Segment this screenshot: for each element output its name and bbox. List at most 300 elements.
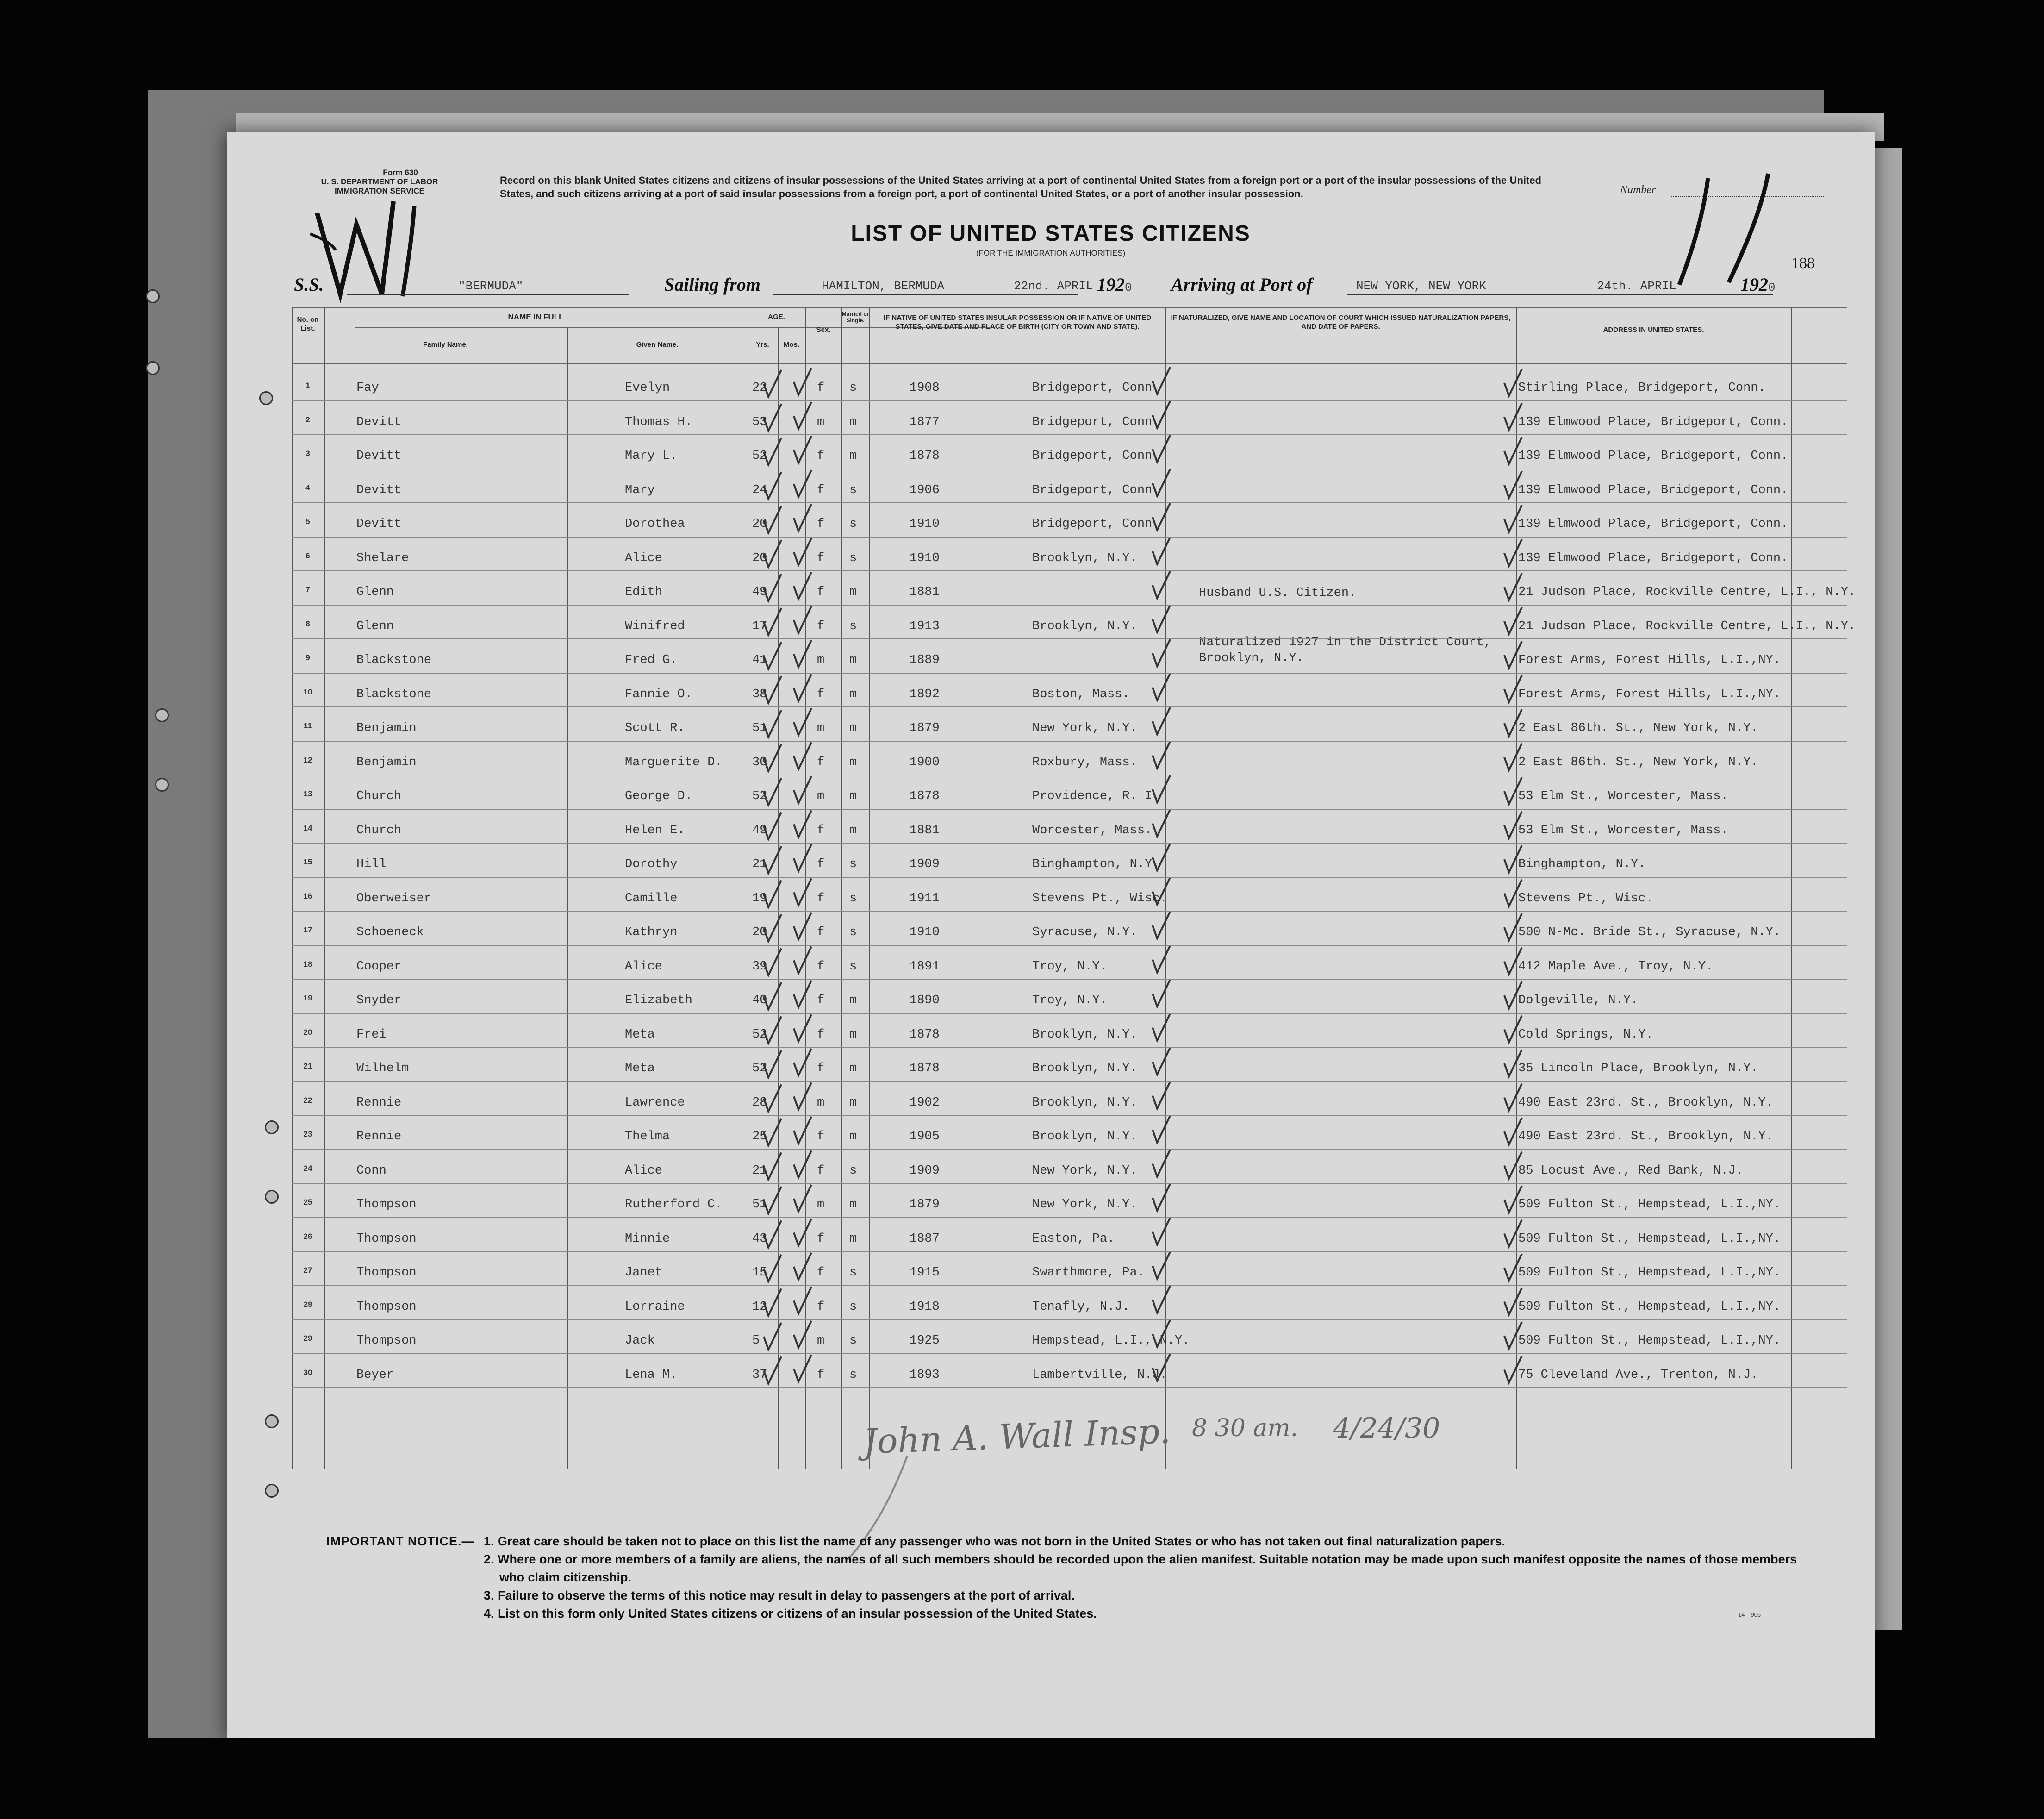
row-rule [292, 673, 1847, 674]
check-mark [764, 642, 781, 669]
cell-given: Janet [625, 1266, 663, 1280]
check-mark [1153, 1286, 1170, 1313]
cell-ms: s [849, 1300, 857, 1314]
service-name: IMMIGRATION SERVICE [335, 187, 424, 195]
row-rule [292, 1047, 1847, 1048]
punch-hole [265, 1120, 279, 1134]
row-rule [292, 605, 1847, 606]
check-mark [764, 813, 781, 839]
cell-yrs: 19 [752, 891, 767, 906]
check-mark [764, 1050, 781, 1077]
col-header-sex: Sex. [816, 326, 831, 334]
check-mark [1153, 571, 1170, 598]
check-mark [1153, 1218, 1170, 1245]
number-label: Number [1620, 184, 1656, 196]
cell-sex: f [817, 1163, 825, 1178]
cell-place: Binghampton, N.Y. [1032, 857, 1160, 871]
cell-no: 10 [303, 687, 312, 696]
cell-year: 1909 [910, 857, 940, 871]
sailing-label: Sailing from [664, 274, 760, 295]
cell-place: Bridgeport, Conn. [1032, 483, 1160, 497]
check-mark [764, 881, 781, 907]
col-header-family: Family Name. [423, 341, 468, 349]
punch-hole [265, 1484, 279, 1498]
cell-yrs: 51 [752, 721, 767, 735]
cell-no: 16 [303, 891, 312, 900]
cell-ms: m [849, 789, 857, 803]
cell-place: Bridgeport, Conn. [1032, 517, 1160, 531]
col-header-yrs: Yrs. [756, 341, 769, 349]
check-mark [1504, 1186, 1522, 1213]
cell-sex: f [817, 925, 825, 939]
page-subtitle: (FOR THE IMMIGRATION AUTHORITIES) [976, 249, 1126, 257]
check-mark [1153, 503, 1170, 530]
cell-given: Kathryn [625, 925, 678, 939]
check-mark [1504, 539, 1522, 566]
check-mark [764, 540, 781, 567]
check-mark [764, 370, 781, 397]
cell-family: Schoeneck [356, 925, 424, 939]
cell-given: Lena M. [625, 1368, 678, 1382]
year-print: 192 [1097, 274, 1125, 295]
cell-year: 1915 [910, 1266, 940, 1280]
cell-sex: f [817, 381, 825, 395]
check-mark [794, 1219, 811, 1246]
check-mark [1153, 707, 1170, 734]
check-mark [764, 1221, 781, 1248]
check-mark [1153, 1116, 1170, 1143]
cell-ms: m [849, 1198, 857, 1212]
cell-ms: s [849, 551, 857, 565]
check-mark [794, 675, 811, 701]
cell-place: Easton, Pa. [1032, 1231, 1115, 1246]
check-mark [764, 1017, 781, 1044]
cell-yrs: 51 [752, 1198, 767, 1212]
cell-place: New York, N.Y. [1032, 1198, 1137, 1212]
cell-family: Glenn [356, 585, 394, 599]
cell-place: Bridgeport, Conn. [1032, 415, 1160, 429]
cell-given: Fred G. [625, 653, 678, 667]
cell-yrs: 30 [752, 755, 767, 769]
cell-yrs: 49 [752, 585, 767, 599]
cell-place: Brooklyn, N.Y. [1032, 1095, 1137, 1110]
cell-yrs: 20 [752, 925, 767, 939]
cell-sex: f [817, 687, 825, 701]
check-mark [1504, 1084, 1522, 1111]
cell-family: Devitt [356, 483, 402, 497]
cell-no: 9 [305, 653, 310, 662]
cell-ms: m [849, 1095, 857, 1110]
cell-ms: m [849, 449, 857, 463]
check-mark [1504, 880, 1522, 906]
cell-family: Cooper [356, 959, 402, 974]
row-rule [292, 1353, 1847, 1354]
cell-place: New York, N.Y. [1032, 1163, 1137, 1178]
page-number: 188 [1791, 255, 1815, 272]
cell-given: Minnie [625, 1231, 670, 1246]
punch-hole [146, 289, 160, 303]
cell-family: Thompson [356, 1266, 417, 1280]
cell-no: 26 [303, 1231, 312, 1241]
cell-sex: f [817, 449, 825, 463]
cell-given: Meta [625, 1027, 655, 1042]
check-mark [1504, 777, 1522, 804]
punch-hole [155, 778, 169, 792]
check-mark [764, 744, 781, 771]
cell-yrs: 24 [752, 483, 767, 497]
check-mark [1153, 775, 1170, 802]
underline [1347, 294, 1773, 295]
cell-given: George D. [625, 789, 692, 803]
cell-address: 139 Elmwood Place, Bridgeport, Conn. [1518, 449, 1788, 463]
cell-naturalized: Naturalized 1927 in the District Court, Brooklyn, N.Y. [1199, 636, 1491, 665]
sailing-year [1097, 274, 1132, 295]
check-mark [794, 572, 811, 599]
check-mark [1153, 639, 1170, 666]
check-mark [764, 404, 781, 431]
cell-sex: f [817, 994, 825, 1007]
cell-sex: f [817, 551, 825, 565]
cell-yrs: 15 [752, 1266, 767, 1280]
cell-no: 25 [303, 1198, 312, 1206]
check-mark [1504, 675, 1522, 702]
cell-year: 1889 [910, 653, 940, 667]
cell-no: 2 [305, 415, 310, 424]
cell-year: 1902 [910, 1095, 940, 1110]
check-mark [764, 1187, 781, 1213]
cell-sex: f [817, 959, 825, 974]
cell-year: 1918 [910, 1300, 940, 1314]
cell-year: 1925 [910, 1334, 940, 1348]
check-mark [1504, 913, 1522, 940]
check-mark [794, 1321, 811, 1348]
notice-item: 3. Failure to observe the terms of this notice may result in delay to passengers at the port of arrival. [484, 1588, 1075, 1602]
cell-given: Thelma [625, 1130, 670, 1144]
cell-given: Elizabeth [625, 994, 692, 1007]
check-mark [1153, 1150, 1170, 1177]
check-mark [764, 506, 781, 533]
check-mark [1504, 1016, 1522, 1043]
row-rule [292, 945, 1847, 946]
check-mark [764, 1119, 781, 1145]
cell-family: Fay [356, 381, 379, 395]
cell-no: 19 [303, 994, 312, 1002]
cell-given: Edith [625, 585, 663, 599]
cell-given: Lorraine [625, 1300, 685, 1314]
cell-yrs: 39 [752, 959, 767, 974]
check-mark [1153, 674, 1170, 700]
cell-place: Stevens Pt., Wisc. [1032, 891, 1167, 906]
cell-place: Bridgeport, Conn. [1032, 381, 1160, 395]
check-mark [1504, 709, 1522, 736]
punch-hole [146, 361, 160, 375]
cell-given: Marguerite D. [625, 755, 723, 769]
cell-yrs: 17 [752, 619, 767, 633]
check-mark [764, 710, 781, 737]
cell-no: 15 [303, 857, 312, 866]
col-header-mos: Mos. [783, 341, 800, 349]
cell-yrs: 21 [752, 1163, 767, 1178]
check-mark [1504, 1322, 1522, 1349]
cell-yrs: 41 [752, 653, 767, 667]
cell-no: 24 [303, 1163, 312, 1173]
check-mark [794, 743, 811, 769]
voyage-line [227, 274, 1875, 297]
cell-ms: s [849, 1163, 857, 1178]
cell-address: Forest Arms, Forest Hills, L.I.,NY. [1518, 653, 1781, 667]
cell-sex: m [817, 789, 825, 803]
cell-no: 30 [303, 1368, 312, 1377]
cell-given: Mary L. [625, 449, 678, 463]
cell-year: 1910 [910, 551, 940, 565]
check-mark [1153, 1014, 1170, 1041]
check-mark [794, 1083, 811, 1110]
cell-address: Binghampton, N.Y. [1518, 857, 1646, 871]
cell-ms: s [849, 857, 857, 871]
cell-no: 5 [305, 517, 310, 526]
cell-sex: f [817, 517, 825, 531]
check-mark [794, 1151, 811, 1178]
cell-address: 21 Judson Place, Rockville Centre, L.I., N.Y. [1518, 619, 1856, 633]
check-mark [794, 640, 811, 667]
cell-ms: s [849, 1266, 857, 1280]
row-rule [292, 502, 1847, 503]
cell-given: Mary [625, 483, 655, 497]
cell-no: 1 [305, 381, 310, 390]
cell-sex: f [817, 619, 825, 633]
cell-no: 6 [305, 551, 310, 560]
check-mark [764, 1153, 781, 1180]
cell-year: 1908 [910, 381, 940, 395]
manifest-page [227, 132, 1875, 1738]
underline [347, 294, 629, 295]
cell-ms: s [849, 891, 857, 906]
cell-yrs: 43 [752, 1231, 767, 1246]
cell-sex: f [817, 483, 825, 497]
check-mark [1153, 844, 1170, 870]
cell-address: 35 Lincoln Place, Brooklyn, N.Y. [1518, 1062, 1758, 1075]
cell-family: Rennie [356, 1130, 402, 1144]
check-mark [1504, 1288, 1522, 1315]
check-mark [794, 402, 811, 429]
cell-ms: m [849, 994, 857, 1007]
row-rule [292, 877, 1847, 878]
cell-yrs: 40 [752, 994, 767, 1007]
cell-sex: m [817, 1198, 825, 1212]
cell-given: Helen E. [625, 823, 685, 838]
check-mark [1504, 369, 1522, 396]
cell-year: 1887 [910, 1231, 940, 1246]
row-rule [292, 400, 1847, 401]
cell-no: 7 [305, 585, 310, 594]
cell-no: 11 [304, 721, 312, 730]
row-rule [292, 570, 1847, 571]
row-rule [292, 1251, 1847, 1252]
cell-no: 14 [303, 823, 312, 832]
year-digit: 0 [1125, 281, 1132, 294]
cell-sex: f [817, 1130, 825, 1144]
cell-yrs: 5 [752, 1334, 760, 1348]
cell-ms: m [849, 721, 857, 735]
cell-yrs: 52 [752, 1062, 767, 1075]
row-rule [292, 1183, 1847, 1184]
check-mark [1504, 1152, 1522, 1179]
cell-given: Camille [625, 891, 678, 906]
arrival-year [1740, 274, 1776, 295]
check-mark [764, 1357, 781, 1384]
cell-ms: m [849, 1027, 857, 1042]
row-rule [292, 1115, 1847, 1116]
row-rule [292, 1217, 1847, 1218]
notice-item: 1. Great care should be taken not to place on this list the name of any passenger who was not born in the United States or who has not taken out final naturalization papers. [484, 1534, 1505, 1548]
cell-place: Lambertville, N.J. [1032, 1368, 1167, 1382]
cell-year: 1911 [910, 891, 940, 906]
cell-address: 53 Elm St., Worcester, Mass. [1518, 823, 1728, 838]
cell-family: Rennie [356, 1095, 402, 1110]
punch-hole [265, 1414, 279, 1428]
check-mark [1153, 1252, 1170, 1279]
cell-address: 412 Maple Ave., Troy, N.Y. [1518, 959, 1714, 974]
cell-family: Conn [356, 1163, 386, 1178]
check-mark [794, 1117, 811, 1144]
cell-given: Meta [625, 1062, 655, 1075]
cell-place: Brooklyn, N.Y. [1032, 1130, 1137, 1144]
cell-sex: f [817, 755, 825, 769]
cell-year: 1881 [910, 585, 940, 599]
cell-address: 139 Elmwood Place, Bridgeport, Conn. [1518, 551, 1788, 565]
check-mark [1504, 845, 1522, 872]
check-mark [1153, 980, 1170, 1006]
cell-yrs: 28 [752, 1095, 767, 1110]
cell-place: Brooklyn, N.Y. [1032, 619, 1137, 633]
cell-given: Dorothy [625, 857, 678, 871]
notice-item: 2. Where one or more members of a family are aliens, the names of all such members should be recorded upon the alien manifest. Suitable notation may be made upon such manifest opposite the names of those members who claim citizenship. [484, 1552, 1797, 1584]
cell-year: 1906 [910, 483, 940, 497]
cell-yrs: 20 [752, 517, 767, 531]
cell-family: Beyer [356, 1368, 394, 1382]
cell-address: 139 Elmwood Place, Bridgeport, Conn. [1518, 483, 1788, 497]
cell-place: Swarthmore, Pa. [1032, 1266, 1145, 1280]
cell-yrs: 37 [752, 1368, 767, 1382]
row-rule [292, 537, 1847, 538]
cell-sex: m [817, 653, 825, 667]
cell-year: 1881 [910, 823, 940, 838]
cell-given: Alice [625, 959, 663, 974]
cell-ms: m [849, 687, 857, 701]
cell-ms: s [849, 619, 857, 633]
check-mark [1153, 1082, 1170, 1109]
check-mark [1504, 1118, 1522, 1144]
inspector-signature [863, 1412, 1511, 1472]
check-mark [1153, 435, 1170, 462]
cell-place: Tenafly, N.J. [1032, 1300, 1130, 1314]
cell-address: 139 Elmwood Place, Bridgeport, Conn. [1518, 415, 1788, 429]
cell-sex: f [817, 857, 825, 871]
check-mark [1504, 744, 1522, 770]
cell-address: 75 Cleveland Ave., Trenton, N.J. [1518, 1368, 1758, 1382]
cell-address: Stirling Place, Bridgeport, Conn. [1518, 381, 1766, 395]
cell-yrs: 38 [752, 687, 767, 701]
cell-place: Brooklyn, N.Y. [1032, 551, 1137, 565]
cell-year: 1909 [910, 1163, 940, 1178]
row-rule [292, 979, 1847, 980]
cell-ms: m [849, 1231, 857, 1246]
check-mark [1504, 1050, 1522, 1076]
check-mark [1504, 981, 1522, 1008]
cell-address: 139 Elmwood Place, Bridgeport, Conn. [1518, 517, 1788, 531]
cell-place: Worcester, Mass. [1032, 823, 1153, 838]
row-rule [292, 1013, 1847, 1014]
signature-date: 4/24/30 [1333, 1412, 1440, 1444]
cell-no: 13 [303, 789, 312, 798]
arrival-date: 24th. APRIL [1597, 279, 1676, 293]
cell-sex: m [817, 1334, 825, 1348]
check-mark [764, 1085, 781, 1112]
form-code: 14—906 [1738, 1611, 1761, 1618]
row-rule [292, 1319, 1847, 1320]
check-mark [1504, 607, 1522, 634]
check-mark [794, 1253, 811, 1280]
check-mark [764, 914, 781, 941]
cell-place: Providence, R. I. [1032, 789, 1160, 803]
cell-family: Hill [356, 857, 386, 871]
row-rule [292, 843, 1847, 844]
check-mark [1504, 471, 1522, 498]
cell-no: 4 [305, 483, 310, 492]
check-mark [1153, 1354, 1170, 1381]
cell-year: 1878 [910, 449, 940, 463]
check-mark [794, 368, 811, 395]
row-rule [292, 706, 1847, 707]
check-mark [1504, 403, 1522, 430]
cell-address: 509 Fulton St., Hempstead, L.I.,NY. [1518, 1334, 1781, 1348]
cell-address: 490 East 23rd. St., Brooklyn, N.Y. [1518, 1130, 1773, 1144]
cell-address: Forest Arms, Forest Hills, L.I.,NY. [1518, 687, 1781, 701]
cell-family: Thompson [356, 1231, 417, 1246]
cell-ms: s [849, 925, 857, 939]
col-header-given: Given Name. [636, 341, 679, 349]
check-mark [1504, 573, 1522, 600]
cell-ms: m [849, 415, 857, 429]
cell-ms: s [849, 1334, 857, 1348]
cell-yrs: 52 [752, 449, 767, 463]
cell-yrs: 22 [752, 381, 767, 395]
check-mark [1153, 810, 1170, 837]
sailing-port: HAMILTON, BERMUDA [822, 279, 945, 293]
check-mark [1153, 401, 1170, 428]
punch-hole [155, 708, 169, 722]
cell-address: 500 N-Mc. Bride St., Syracuse, N.Y. [1518, 925, 1781, 939]
check-mark [794, 981, 811, 1007]
cell-place: Brooklyn, N.Y. [1032, 1027, 1137, 1042]
cell-address: 509 Fulton St., Hempstead, L.I.,NY. [1518, 1300, 1781, 1314]
cell-sex: f [817, 1062, 825, 1075]
cell-ms: m [849, 585, 857, 599]
cell-yrs: 52 [752, 1027, 767, 1042]
underline [773, 294, 1078, 295]
cell-sex: f [817, 1300, 825, 1314]
col-header-name: NAME IN FULL [508, 313, 564, 321]
page-title: LIST OF UNITED STATES CITIZENS [851, 221, 1251, 246]
cell-year: 1910 [910, 925, 940, 939]
check-mark [794, 606, 811, 633]
cell-address: 2 East 86th. St., New York, N.Y. [1518, 721, 1758, 735]
cell-ms: m [849, 653, 857, 667]
cell-family: Thompson [356, 1334, 417, 1348]
cell-family: Shelare [356, 551, 409, 565]
check-mark [794, 504, 811, 531]
ss-label: S.S. [294, 274, 324, 295]
